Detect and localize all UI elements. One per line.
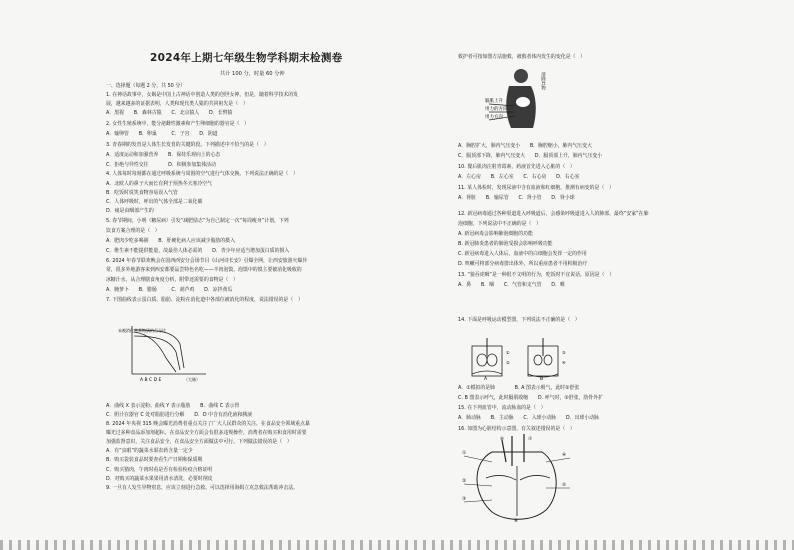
question-line: 5. 春节期间，小明（糖尿病）引发“减肥励志”为自己制定一次“每周瘦身”计划，下列 xyxy=(106,218,289,224)
heimlich-label-2: 用力的方向 xyxy=(485,107,508,112)
model-mark-4: ④ xyxy=(562,360,566,365)
question-line: C．维生素不能提供能量，故最佳人体必需的 D．青少年应适当增加蛋白质的摄入 xyxy=(106,248,290,254)
question-line: 6. 2024 年春节联欢晚会在国西西安分会场节目《山河诗长安》引爆全网，让西安旅游火爆异 xyxy=(106,258,308,264)
heart-mark-4: ④ xyxy=(562,453,567,458)
page-title: 2024年上期七年级生物学科期末检测卷 xyxy=(150,52,343,64)
question-line: A．肾脏 B．输尿管 C．肾小管 D．肾小球 xyxy=(458,195,575,201)
question-line: 2. 女性生殖系统中，能分泌雌性激素和产生卵细胞的器官是（ ） xyxy=(106,121,250,127)
question-line: 展，越来越多的证据表明，人类和现代类人猿的共同祖先是（ ） xyxy=(106,101,248,107)
question-line: B．购买袋装食品时要查看生产日期和保质期 xyxy=(106,457,203,463)
heart-mark-6: ⑥ xyxy=(500,437,505,442)
digestion-chart xyxy=(118,322,210,384)
question-line: 一、选择题（每题 2 分，共 50 分） xyxy=(106,83,186,89)
question-line: A．肺动脉 B．主动脉 C．入球小动脉 D．出球小动脉 xyxy=(458,415,600,421)
question-line: A．肥肉少吃多喝粥 B．肝硬化病人应该减少脂肪的摄入 xyxy=(106,238,235,244)
model-mark-3: ③ xyxy=(562,350,566,355)
question-line: A．鼻 B．咽 C．气管和支气管 D．喉 xyxy=(458,282,565,288)
heart-figure xyxy=(462,432,572,524)
question-line: A．腌萝卜 B．腊肠 C．葫芦鸡 D．凉拌黄瓜 xyxy=(106,287,233,293)
question-line: B. 新冠肺炎患者的肺泡受损会影响呼吸功能 xyxy=(458,241,553,247)
question-line: 曝光过多种食品添加剂超标，在食品安全方面会有很多违规操作，消费者在购买和食用时需要 xyxy=(106,430,307,436)
question-line: 3. 青春期的发育是人体生长发育的关键阶段。下列描述中不恰当的是（ ） xyxy=(106,142,269,148)
question-line: 13. “狼吞虎咽”是一种很不文明的行为，吃饭时不宜说话，原因是（ ） xyxy=(458,272,615,278)
heimlich-label-3: 用力方向 xyxy=(485,115,503,120)
question-line: 加强监督意识，关注食品安全，在食品安全方面做法中可行。下列做法错误的是（ ） xyxy=(106,439,292,445)
question-line: 14. 下面是呼吸运动模型图，下列说法不正确的是（ ） xyxy=(458,317,580,323)
question-line: 15. 在下列血管中，流动脉血的是（ ） xyxy=(458,405,546,411)
heart-mark-8: ⑧ xyxy=(514,519,519,524)
question-line: A．曲线 X 表示淀粉、曲线 Y 表示脂肪 B．曲线 C 表示胃 xyxy=(106,403,240,409)
heimlich-figure xyxy=(485,66,555,130)
question-line: A. 新冠病毒会影响肺泡细胞的功能 xyxy=(458,231,533,237)
heimlich-label-1: 膈肌上升 xyxy=(485,99,503,104)
chart-xnote: （大肠） xyxy=(184,377,200,382)
heart-mark-2: ② xyxy=(462,479,467,484)
question-line: 10. 餐后肌肉注射青霉素，药液首先进入心脏的（ ） xyxy=(458,164,575,170)
question-line: A．有“虫眼”的蔬菜水果农药含量一定少 xyxy=(106,448,193,454)
question-line: A．输卵管 B．卵巢 C．子宫 D．阴道 xyxy=(106,131,218,137)
question-line: 4. 人体每时每刻都在通过呼吸系统与周围的空气进行气体交换。下列说法正确的是（ ） xyxy=(106,171,299,177)
question-line: A．①模拟的是肺 B. A 图表示吸气，此时⑤舒张 xyxy=(458,385,580,391)
question-line: C．人体呼吸时，呼出的气体全部是二氧化碳 xyxy=(106,199,203,205)
scan-edge-noise xyxy=(0,540,794,550)
question-line: 7. 下图曲线表示蛋白质、脂肪、淀粉在消化道中各部位被消化的程度，说法错误的是（ ） xyxy=(106,297,303,303)
model-b-label: B xyxy=(540,377,544,380)
question-line: 救护者可按如图方法施救，被救者体内发生的变化是（ ） xyxy=(458,54,586,60)
chart-xlabel: A B C D E xyxy=(140,378,162,383)
question-line: A．胸腔扩大，肺内气压变小 B．胸腔缩小，肺内气压变大 xyxy=(458,143,592,149)
lung-model-figure xyxy=(470,338,610,380)
chart-ylabel: 未被消化营养物质的百分比 xyxy=(118,328,166,333)
heart-mark-7: ⑦ xyxy=(528,437,533,442)
question-line: C. B 图表示呼气，此时膈肌收缩 D. 呼气时，⑤舒张，肋骨外扩 xyxy=(458,395,603,401)
question-line: C．膈顶部下降，肺内气压变大 D．膈顶部上升，肺内气压变小 xyxy=(458,153,603,159)
model-mark-1: ① xyxy=(506,350,510,355)
question-line: B．吃饭时说笑食物容易误入气管 xyxy=(106,190,178,196)
question-line: 8. 2024 年央视 315 晚会曝光消费者重点关注了广大人民群众的关注，在食品安全领域重点暴 xyxy=(106,421,310,427)
question-line: 1. 在神话故事中，女娲是中国上古神话中创造人类的创世女神。但是，随着科学技术的发 xyxy=(106,92,299,98)
question-line: C．胆汁在器官 C 处对脂肪进行分解 D．D 中含有消化液和胰液 xyxy=(106,412,253,418)
question-line: C．购买猪肉，午肉时看是否有检验检疫合格证明 xyxy=(106,467,213,473)
heart-mark-3: ③ xyxy=(462,497,467,502)
question-line: 12. 新冠病毒通过各种渠道进入呼吸道后，会感染呼吸道进入人的肺部，最终“安家”在肺 xyxy=(458,211,649,217)
question-line: 常，很多外地游客来到西安都要品尝特色名吃——羊肉泡馍。泡馍中的馍主要被消化吸收的 xyxy=(106,267,302,273)
question-line: A．适度运动和加强营养 B．保持乐观向上的心态 xyxy=(106,152,221,158)
question-line: A．左心房 B．左心室 C．右心房 D．右心室 xyxy=(458,174,580,180)
question-line: D．痰是由咽部产生的 xyxy=(106,208,154,214)
question-line: 冰糖汁水，从合理膳食角度分析，附带还需要的食物是（ ） xyxy=(106,277,239,283)
question-line: 泡细胞。下列说法中不正确的是（ ） xyxy=(458,221,542,227)
model-mark-2: ② xyxy=(506,360,510,365)
question-line: C. 新冠病毒进入人体后，血液中的白细胞会发挥一定的作用 xyxy=(458,251,587,257)
exam-meta: 共计 100 分，时量 60 分钟 xyxy=(220,71,285,77)
question-line: 9. 一旦有人发生异物窒息，应该立刻进行急救。可以选择用海姆立克急救法帮助冲击法。 xyxy=(106,485,299,491)
model-a-label: A xyxy=(484,377,488,380)
question-line: 16. 如图为心脏结构示意图，有关叙述错误的是（ ） xyxy=(458,426,575,432)
question-line: A．黑猩 B．森林古猿 C．北京猿人 D．长臂猿 xyxy=(106,110,233,116)
question-line: A．北欧人的鼻子大而长有利于预热冬天寒冷空气 xyxy=(106,181,213,187)
heart-mark-1: ① xyxy=(462,451,467,456)
heart-mark-5: ⑤ xyxy=(562,483,567,488)
question-line: D．对购买的蔬菜水果果用清水清洗，必要时削皮 xyxy=(106,476,213,482)
question-line: 饮食方案合理的是（ ） xyxy=(106,228,160,234)
heimlich-label-0: 清除异物 xyxy=(540,72,546,90)
question-line: 11. 某人体检时，发现尿液中含有血液和红细胞，推测有病变的是（ ） xyxy=(458,185,615,191)
question-line: D. 咳嗽可将部分病毒排出体外，所以重症患者不用积极治疗 xyxy=(458,261,588,267)
question-line: C．拒绝与异性交往 D．积极参加集体活动 xyxy=(106,162,216,168)
